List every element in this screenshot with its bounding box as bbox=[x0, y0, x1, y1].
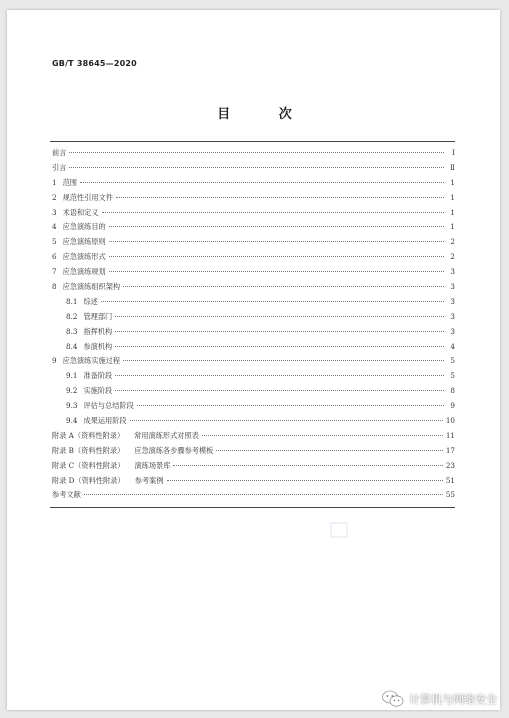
toc-entry-page: 55 bbox=[445, 490, 455, 500]
toc-entry-label: 应急演练形式 bbox=[62, 252, 106, 262]
dot-leader bbox=[137, 404, 444, 406]
toc-entry-number: 9 bbox=[52, 356, 57, 366]
toc-entry-number: 9.4 bbox=[66, 416, 78, 426]
toc-entry[interactable] bbox=[52, 444, 455, 459]
toc-entry[interactable] bbox=[52, 161, 455, 176]
dot-leader bbox=[109, 225, 444, 227]
toc-entry-number: 1 bbox=[52, 177, 57, 187]
toc-entry[interactable] bbox=[52, 474, 455, 489]
toc-entry[interactable] bbox=[52, 354, 455, 369]
toc-entry-number: 9.2 bbox=[66, 386, 78, 396]
dot-leader bbox=[216, 449, 443, 451]
dot-leader bbox=[115, 374, 444, 376]
toc-entry-appendix-title: 参考案例 bbox=[134, 475, 164, 485]
dot-leader bbox=[69, 151, 444, 153]
toc-entry-label: 附录 C（资料性附录） bbox=[52, 460, 125, 470]
toc-entry-page: 9 bbox=[450, 401, 455, 411]
toc-entry-page: 3 bbox=[450, 282, 455, 292]
top-rule bbox=[50, 141, 455, 142]
page-title: 目 次 bbox=[217, 107, 314, 122]
dot-leader bbox=[115, 389, 444, 391]
toc-entry[interactable] bbox=[52, 429, 455, 444]
watermark-text: 计算机与网络安全 bbox=[409, 693, 497, 706]
toc-entry[interactable] bbox=[52, 295, 455, 310]
toc-entry[interactable] bbox=[52, 250, 455, 265]
dot-leader bbox=[69, 166, 444, 168]
dot-leader bbox=[123, 285, 444, 287]
toc-entry[interactable] bbox=[52, 176, 455, 191]
bottom-rule bbox=[50, 507, 455, 508]
dot-leader bbox=[173, 464, 442, 466]
toc-entry-label: 成果运用阶段 bbox=[83, 416, 127, 426]
wechat-icon bbox=[382, 690, 404, 708]
toc-entry[interactable] bbox=[52, 206, 455, 221]
toc-entry-page: 2 bbox=[450, 237, 455, 247]
toc-entry[interactable] bbox=[52, 325, 455, 340]
standard-id: GB/T 38645—2020 bbox=[52, 59, 137, 68]
toc-entry-page: 8 bbox=[450, 386, 455, 396]
toc-entry-label: 综述 bbox=[83, 296, 98, 306]
toc-entry-page: 1 bbox=[450, 192, 455, 202]
toc-entry-label: 应急演练原则 bbox=[62, 237, 106, 247]
toc-entry-label: 准备阶段 bbox=[83, 371, 113, 381]
toc-entry-label: 规范性引用文件 bbox=[62, 192, 113, 202]
dot-leader bbox=[202, 434, 443, 436]
toc-entry-page: 3 bbox=[450, 296, 455, 306]
toc-entry-page: 10 bbox=[445, 416, 455, 426]
dot-leader bbox=[109, 270, 444, 272]
toc-entry-page: 1 bbox=[450, 222, 455, 232]
toc-entry-number: 8 bbox=[52, 282, 57, 292]
dot-leader bbox=[115, 330, 444, 332]
dot-leader bbox=[115, 315, 444, 317]
toc-entry[interactable] bbox=[52, 235, 455, 250]
toc-entry-label: 应急演练目的 bbox=[62, 222, 106, 232]
toc-entry-label: 附录 D（资料性附录） bbox=[52, 475, 125, 485]
toc-entry[interactable] bbox=[52, 369, 455, 384]
toc-entry[interactable] bbox=[52, 265, 455, 280]
toc-entry-label: 前言 bbox=[52, 148, 67, 157]
toc-entry-page: 3 bbox=[450, 267, 455, 277]
toc-entry[interactable] bbox=[52, 220, 455, 235]
toc-entry-page: 3 bbox=[450, 326, 455, 336]
toc-entry-label: 附录 B（资料性附录） bbox=[52, 445, 125, 455]
dot-leader bbox=[109, 240, 444, 242]
table-of-contents bbox=[52, 146, 455, 503]
toc-entry-number: 6 bbox=[52, 252, 57, 262]
toc-entry-number: 9.1 bbox=[66, 371, 78, 381]
toc-entry-label: 实施阶段 bbox=[83, 386, 113, 396]
toc-entry-page: 5 bbox=[450, 371, 455, 381]
toc-entry-page: 1 bbox=[450, 207, 455, 217]
dot-leader bbox=[101, 300, 444, 302]
toc-entry-label: 管理部门 bbox=[83, 311, 113, 321]
toc-entry-label: 应急演练规划 bbox=[62, 267, 106, 277]
toc-entry-page: 23 bbox=[445, 460, 455, 470]
toc-entry[interactable] bbox=[52, 146, 455, 161]
toc-entry-number: 2 bbox=[52, 192, 57, 202]
toc-entry-number: 9.3 bbox=[66, 401, 78, 411]
toc-entry-number: 8.2 bbox=[66, 311, 78, 321]
toc-entry-appendix-title: 应急演练各步骤参考模板 bbox=[134, 445, 214, 455]
dot-leader bbox=[116, 196, 444, 198]
toc-entry[interactable] bbox=[52, 459, 455, 474]
toc-entry[interactable] bbox=[52, 399, 455, 414]
toc-entry[interactable] bbox=[52, 280, 455, 295]
dot-leader bbox=[84, 493, 443, 495]
dot-leader bbox=[109, 255, 444, 257]
toc-entry-label: 指挥机构 bbox=[83, 326, 113, 336]
toc-entry-number: 8.1 bbox=[66, 296, 78, 306]
dot-leader bbox=[102, 211, 444, 213]
toc-entry-label: 参考文献 bbox=[52, 490, 81, 500]
toc-entry-page: 1 bbox=[450, 177, 455, 187]
dot-leader bbox=[115, 345, 444, 347]
toc-entry-label: 参演机构 bbox=[83, 341, 113, 351]
toc-entry-page: Ⅰ bbox=[452, 148, 455, 157]
dot-leader bbox=[130, 419, 443, 421]
toc-entry-page: 11 bbox=[445, 430, 455, 440]
toc-entry[interactable] bbox=[52, 340, 455, 355]
toc-entry-label: 引言 bbox=[52, 162, 67, 172]
toc-entry-page: 17 bbox=[445, 445, 455, 455]
watermark bbox=[382, 690, 497, 708]
toc-entry-page: 51 bbox=[445, 475, 455, 485]
toc-entry-page: 2 bbox=[450, 252, 455, 262]
toc-entry[interactable] bbox=[52, 414, 455, 429]
toc-entry-number: 3 bbox=[52, 207, 57, 217]
dot-leader bbox=[80, 181, 444, 183]
toc-entry-page: 3 bbox=[450, 311, 455, 321]
toc-entry-number: 5 bbox=[52, 237, 57, 247]
toc-entry-appendix-title: 演练场景库 bbox=[134, 460, 171, 470]
toc-entry[interactable] bbox=[52, 191, 455, 206]
toc-entry-page: Ⅱ bbox=[450, 162, 455, 172]
toc-entry-page: 5 bbox=[450, 356, 455, 366]
toc-entry-label: 附录 A（资料性附录） bbox=[52, 430, 125, 440]
toc-entry-number: 4 bbox=[52, 222, 57, 232]
toc-entry-number: 8.3 bbox=[66, 326, 78, 336]
toc-entry-number: 8.4 bbox=[66, 341, 78, 351]
toc-entry-label: 术语和定义 bbox=[62, 207, 99, 217]
toc-entry-label: 评估与总结阶段 bbox=[83, 401, 134, 411]
toc-entry[interactable] bbox=[52, 310, 455, 325]
toc-entry-label: 应急演练组织架构 bbox=[62, 282, 121, 292]
toc-entry-appendix-title: 常用演练形式对照表 bbox=[134, 430, 199, 440]
scan-artifact-icon bbox=[330, 522, 348, 538]
dot-leader bbox=[167, 479, 443, 481]
toc-entry-label: 范围 bbox=[62, 177, 77, 187]
toc-entry[interactable] bbox=[52, 488, 455, 503]
toc-entry-label: 应急演练实施过程 bbox=[62, 356, 121, 366]
dot-leader bbox=[123, 359, 444, 361]
toc-entry-page: 4 bbox=[450, 341, 455, 351]
toc-entry-number: 7 bbox=[52, 267, 57, 277]
toc-entry[interactable] bbox=[52, 384, 455, 399]
